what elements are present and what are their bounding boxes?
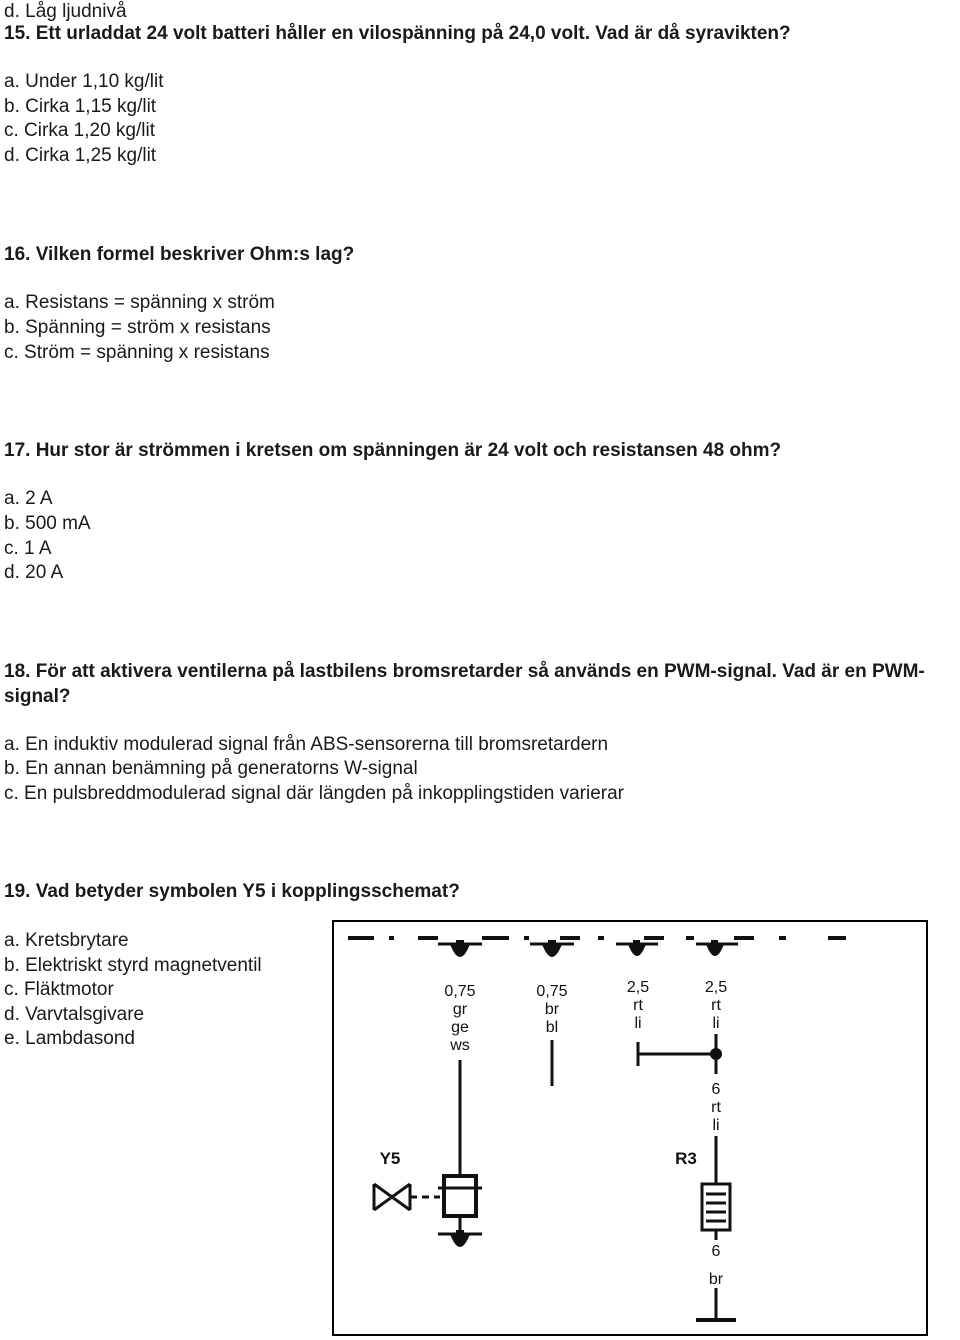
wire2-label-2: bl [545, 1019, 559, 1036]
wire4-label-2: li [712, 1015, 720, 1032]
wiring-diagram-svg [334, 922, 926, 1334]
connector-pin-1 [438, 940, 482, 957]
resistor-r3 [702, 1184, 730, 1230]
wire4-label-0: 2,5 [704, 979, 728, 996]
wire3-label-0: 2,5 [626, 979, 650, 996]
q19-option-e: e. Lambdasond [4, 1028, 135, 1049]
q18-option-a: a. En induktiv modulerad signal från ABS-sensorerna till bromsretardern [4, 734, 609, 755]
question-16: 16. Vilken formel beskriver Ohm:s lag? [4, 244, 355, 265]
r3-label: R3 [675, 1149, 697, 1168]
q16-option-c: c. Ström = spänning x resistans [4, 342, 270, 363]
wire4-bottom-label-1: br [708, 1271, 724, 1288]
question-17: 17. Hur stor är strömmen i kretsen om spänningen är 24 volt och resistansen 48 ohm? [4, 440, 782, 461]
wire4-bottom-label-0: 6 [711, 1243, 721, 1260]
q15-option-d: d. Cirka 1,25 kg/lit [4, 145, 157, 166]
valve-symbol-y5 [374, 1184, 440, 1210]
q18-option-c: c. En pulsbreddmodulerad signal där längden på inkopplingstiden varierar [4, 783, 625, 804]
question-15: 15. Ett urladdat 24 volt batteri håller en vilospänning på 24,0 volt. Vad är då syravikten? [4, 23, 791, 44]
wire4-lower-label-0: 6 [711, 1081, 721, 1098]
wire4-label-1: rt [711, 997, 721, 1014]
question-18: 18. För att aktivera ventilerna på lastbilens bromsretarder så används en PWM-signal. Vad är en PWM-signal? [4, 661, 925, 707]
q19-option-c: c. Fläktmotor [4, 979, 114, 1000]
wire1-label-2: ge [451, 1019, 469, 1036]
q17-option-c: c. 1 A [4, 538, 52, 559]
connector-pin-lower [438, 1230, 482, 1247]
connector-pin-3 [616, 940, 658, 956]
q15-option-c: c. Cirka 1,20 kg/lit [4, 120, 155, 141]
coil-y5 [444, 1176, 476, 1216]
question-19: 19. Vad betyder symbolen Y5 i kopplingsschemat? [4, 881, 460, 902]
q15-option-b: b. Cirka 1,15 kg/lit [4, 96, 157, 117]
q17-option-b: b. 500 mA [4, 513, 91, 534]
connector-pin-2 [530, 940, 574, 957]
q16-option-a: a. Resistans = spänning x ström [4, 292, 275, 313]
wire1-label-1: gr [452, 1001, 468, 1018]
q19-option-b: b. Elektriskt styrd magnetventil [4, 955, 262, 976]
q17-option-a: a. 2 A [4, 488, 53, 509]
q18-option-b: b. En annan benämning på generatorns W-signal [4, 758, 418, 779]
wire4-lower-label-2: li [712, 1117, 720, 1134]
q15-option-a: a. Under 1,10 kg/lit [4, 71, 164, 92]
y5-label: Y5 [379, 1149, 401, 1168]
q19-option-a: a. Kretsbrytare [4, 930, 129, 951]
wire4-lower-label-1: rt [711, 1099, 721, 1116]
connector-pin-4 [696, 940, 738, 956]
wire1-label-3: ws [450, 1037, 470, 1054]
wire2-label-1: br [544, 1001, 560, 1018]
q16-option-b: b. Spänning = ström x resistans [4, 317, 271, 338]
wire1-label-0: 0,75 [444, 983, 476, 1000]
wire3-label-2: li [634, 1015, 642, 1032]
q17-option-d: d. 20 A [4, 562, 64, 583]
wire2-label-0: 0,75 [536, 983, 568, 1000]
wire3-label-1: rt [633, 997, 643, 1014]
q19-option-d: d. Varvtalsgivare [4, 1004, 145, 1025]
wiring-diagram [332, 920, 928, 1336]
prev-option: d. Låg ljudnivå [4, 1, 127, 22]
